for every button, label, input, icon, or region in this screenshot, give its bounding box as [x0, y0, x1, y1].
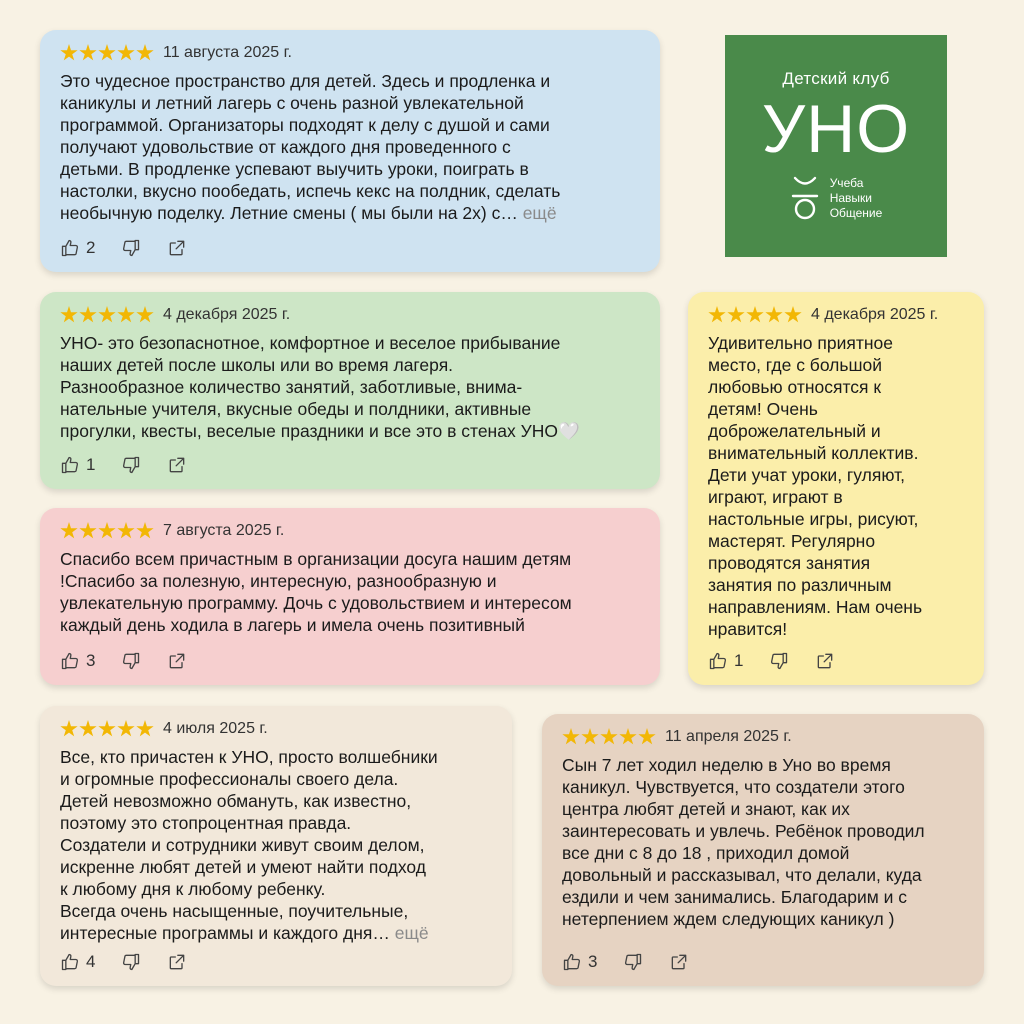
- share-icon: [669, 952, 689, 972]
- star-icon: [562, 728, 580, 746]
- logo-subtitle: Детский клуб: [782, 69, 890, 88]
- review-header: [708, 304, 964, 326]
- review-text: Удивительно приятное место, где с большой любовью относятся к детям! Очень доброжелательный и внимательный коллектив. Дети учат уроки, гуляют, играют, играют в настольные игры, рисуют, мастерят. Регулярно проводятся занятия занятия по различным направлениям. Нам очень нравится!: [708, 333, 923, 639]
- share-button[interactable]: [167, 455, 187, 475]
- star-icon: [136, 44, 154, 62]
- review-body: Это чудесное пространство для детей. Здесь и продленка и каникулы и летний лагерь с очень разной увлекательной программой. Организаторы подходят к делу с душой и сами получают удовольствие от каждого дня проведенного с детьми. В продленке успевают выучить уроки, поиграть в настолки, вкусно пообедать, испечь кекс на полдник, сделать необычную поделку. Летние смены ( мы были на 2х) с…: [60, 71, 561, 223]
- logo-word-study: Учеба: [829, 175, 864, 190]
- like-count: 2: [86, 238, 96, 257]
- star-icon: [581, 728, 599, 746]
- logo-word-skills: Навыки: [829, 190, 872, 205]
- rating-stars: [60, 522, 155, 540]
- share-icon: [167, 651, 187, 671]
- review-text: УНО- это безопаснотное, комфортное и веселое прибывание наших детей после школы или во время лагеря. Разнообразное количество занятий, заботливые, внима- нательные учителя, вкусные обеды и полдники, активные прогулки, квесты, веселые праздники и все это в стенах УНО🤍: [60, 333, 580, 441]
- thumbs-up-icon: [60, 952, 80, 972]
- review-date: 7 августа 2025 г.: [163, 522, 285, 539]
- review-actions: [60, 238, 213, 258]
- star-icon: [117, 522, 135, 540]
- logo-tagline: [725, 175, 947, 221]
- review-card: [40, 30, 660, 272]
- uno-mark-icon: [790, 175, 820, 221]
- logo-words: [830, 176, 883, 221]
- star-icon: [117, 720, 135, 738]
- star-icon: [98, 522, 116, 540]
- review-card: [688, 292, 984, 685]
- thumbs-down-icon: [121, 952, 141, 972]
- star-icon: [117, 306, 135, 324]
- star-icon: [784, 306, 802, 324]
- review-card: [40, 292, 660, 489]
- star-icon: [746, 306, 764, 324]
- thumbs-down-icon: [769, 651, 789, 671]
- thumbs-down-icon: [121, 651, 141, 671]
- review-date: 4 декабря 2025 г.: [811, 306, 939, 323]
- star-icon: [60, 522, 78, 540]
- review-header: [60, 520, 640, 542]
- review-date: 4 декабря 2025 г.: [163, 306, 291, 323]
- star-icon: [765, 306, 783, 324]
- star-icon: [79, 522, 97, 540]
- like-count: 1: [734, 651, 744, 670]
- review-header: [562, 726, 964, 748]
- review-body: Все, кто причастен к УНО, просто волшебники и огромные профессионалы своего дела. Детей невозможно обмануть, как известно, поэтому это стопроцентная правда. Создатели и сотрудники живут своим делом, искренне любят детей и умеют найти подход к любому дня к любому ребенку. Всегда очень насыщенные, поучительные, интересные программы и каждого дня…: [60, 747, 438, 943]
- like-button[interactable]: [562, 952, 597, 972]
- rating-stars: [60, 720, 155, 738]
- star-icon: [79, 306, 97, 324]
- share-icon: [815, 651, 835, 671]
- star-icon: [98, 44, 116, 62]
- review-header: [60, 304, 640, 326]
- review-actions: [562, 952, 715, 972]
- dislike-button[interactable]: [121, 455, 141, 475]
- review-text: [60, 70, 640, 224]
- review-date: 11 августа 2025 г.: [163, 44, 292, 61]
- share-icon: [167, 952, 187, 972]
- dislike-button[interactable]: [121, 238, 141, 258]
- star-icon: [136, 720, 154, 738]
- logo-title: УНО: [761, 91, 911, 167]
- star-icon: [98, 306, 116, 324]
- star-icon: [619, 728, 637, 746]
- star-icon: [638, 728, 656, 746]
- star-icon: [136, 522, 154, 540]
- share-button[interactable]: [167, 952, 187, 972]
- star-icon: [60, 44, 78, 62]
- rating-stars: [60, 44, 155, 62]
- like-button[interactable]: [60, 455, 95, 475]
- star-icon: [117, 44, 135, 62]
- review-card: [40, 508, 660, 685]
- dislike-button[interactable]: [121, 952, 141, 972]
- dislike-button[interactable]: [623, 952, 643, 972]
- star-icon: [136, 306, 154, 324]
- rating-stars: [60, 306, 155, 324]
- share-button[interactable]: [167, 651, 187, 671]
- review-actions: [60, 651, 213, 671]
- star-icon: [98, 720, 116, 738]
- like-button[interactable]: [60, 952, 95, 972]
- star-icon: [708, 306, 726, 324]
- thumbs-down-icon: [121, 455, 141, 475]
- like-count: 3: [86, 651, 96, 670]
- review-header: [60, 718, 492, 740]
- review-text: [60, 746, 492, 944]
- thumbs-up-icon: [60, 238, 80, 258]
- thumbs-down-icon: [623, 952, 643, 972]
- like-count: 3: [588, 952, 598, 971]
- more-link[interactable]: ещё: [522, 203, 557, 223]
- more-link[interactable]: ещё: [394, 923, 429, 943]
- like-button[interactable]: [708, 651, 743, 671]
- like-count: 1: [86, 455, 96, 474]
- review-date: 4 июля 2025 г.: [163, 720, 268, 737]
- share-button[interactable]: [815, 651, 835, 671]
- star-icon: [79, 720, 97, 738]
- star-icon: [60, 306, 78, 324]
- review-card: [542, 714, 984, 986]
- share-button[interactable]: [669, 952, 689, 972]
- dislike-button[interactable]: [769, 651, 789, 671]
- star-icon: [600, 728, 618, 746]
- review-actions: [708, 651, 861, 671]
- rating-stars: [708, 306, 803, 324]
- thumbs-up-icon: [60, 651, 80, 671]
- star-icon: [727, 306, 745, 324]
- star-icon: [79, 44, 97, 62]
- thumbs-up-icon: [708, 651, 728, 671]
- logo-word-communication: Общение: [829, 205, 883, 220]
- like-button[interactable]: [60, 238, 95, 258]
- share-button[interactable]: [167, 238, 187, 258]
- review-actions: [60, 455, 213, 475]
- star-icon: [60, 720, 78, 738]
- review-text: Спасибо всем причастным в организации досуга нашим детям !Спасибо за полезную, интересную, разнообразную и увлекательную программу. Дочь с удовольствием и интересом каждый день ходила в лагерь и имела очень позитивный: [60, 549, 572, 635]
- review-date: 11 апреля 2025 г.: [665, 728, 792, 745]
- share-icon: [167, 455, 187, 475]
- review-text: Сын 7 лет ходил неделю в Уно во время каникул. Чувствуется, что создатели этого центра любят детей и знают, как их заинтересовать и увлечь. Ребёнок проводил все дни с 8 до 18 , приходил домой довольный и рассказывал, что делали, куда ездили и чем занимались. Благодарим и с нетерпением ждем следующих каникул ): [562, 755, 925, 929]
- review-card: [40, 706, 512, 986]
- thumbs-up-icon: [60, 455, 80, 475]
- thumbs-down-icon: [121, 238, 141, 258]
- club-logo: [725, 35, 947, 257]
- like-button[interactable]: [60, 651, 95, 671]
- like-count: 4: [86, 952, 96, 971]
- review-actions: [60, 952, 213, 972]
- dislike-button[interactable]: [121, 651, 141, 671]
- share-icon: [167, 238, 187, 258]
- rating-stars: [562, 728, 657, 746]
- thumbs-up-icon: [562, 952, 582, 972]
- review-header: [60, 42, 640, 64]
